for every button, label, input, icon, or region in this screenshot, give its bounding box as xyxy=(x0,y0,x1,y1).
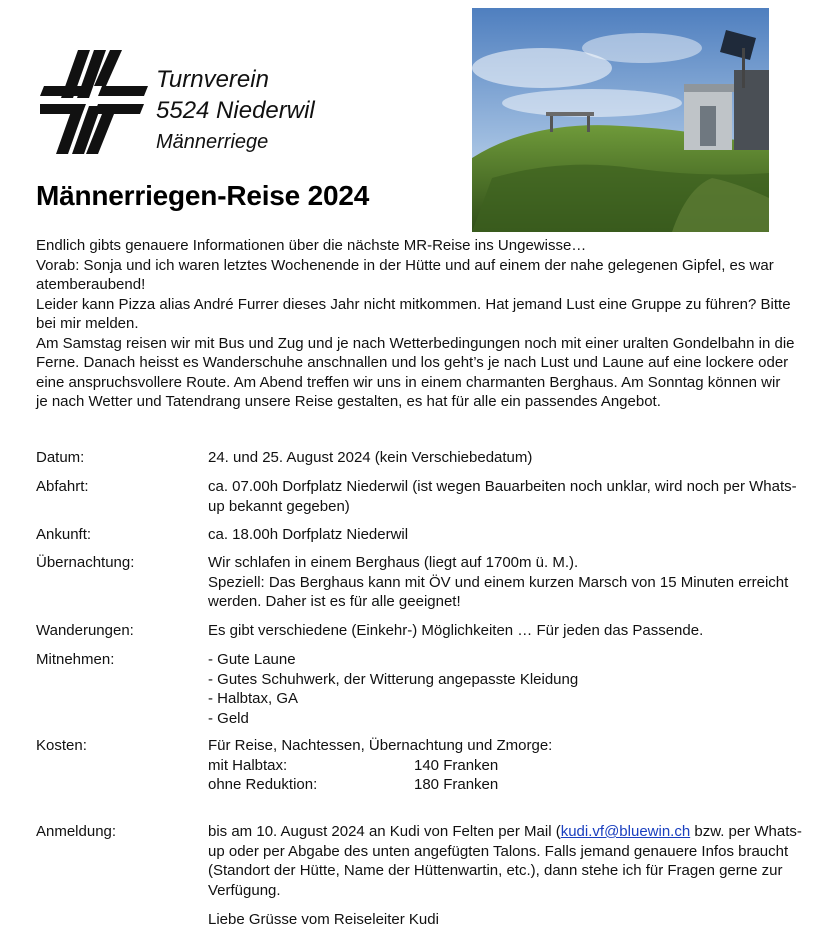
list-item: - Geld xyxy=(208,709,249,727)
club-name: Turnverein xyxy=(156,66,269,93)
cost-amount: 140 Franken xyxy=(414,756,499,774)
list-item: - Gute Laune xyxy=(208,651,296,668)
cost-label: mit Halbtax: xyxy=(208,756,288,774)
intro-text xyxy=(36,236,796,412)
registration-text-start: bis am 10. August 2024 an Kudi von Felten per Mail ( xyxy=(208,823,561,840)
detail-value xyxy=(208,553,806,612)
list-item: - Gutes Schuhwerk, der Witterung angepasste Kleidung xyxy=(208,670,579,688)
detail-value: ca. 07.00h Dorfplatz Niederwil (ist wegen Bauarbeiten noch unklar, wird noch per Whats-up bekannt gegeben) xyxy=(208,478,797,515)
detail-value: Es gibt verschiedene (Einkehr-) Möglichkeiten … Für jeden das Passende. xyxy=(208,622,704,639)
turnverein-cross-icon xyxy=(40,48,148,156)
detail-value-line: Speziell: Das Berghaus kann mit ÖV und einem kurzen Marsch von 15 Minuten erreicht werden. Daher ist es für alle geeignet! xyxy=(208,573,789,610)
detail-label: Anmeldung: xyxy=(36,823,117,840)
detail-label: Kosten: xyxy=(36,737,87,754)
detail-value-line: Wir schlafen in einem Berghaus (liegt auf 1700m ü. M.). xyxy=(208,554,579,571)
detail-label: Datum: xyxy=(36,449,85,466)
intro-paragraph: Leider kann Pizza alias André Furrer dieses Jahr nicht mitkommen. Hat jemand Lust eine Gruppe zu führen? Bitte bei mir melden. xyxy=(36,295,791,332)
cost-line-ohne xyxy=(208,775,806,795)
cost-label: ohne Reduktion: xyxy=(208,776,318,793)
club-location: 5524 Niederwil xyxy=(156,97,315,124)
detail-label: Mitnehmen: xyxy=(36,651,115,668)
greeting: Liebe Grüsse vom Reiseleiter Kudi xyxy=(208,911,439,928)
registration-text-end: bzw. per Whats-up oder per Abgabe des unten angefügten Talons. Falls jemand genauere Infos braucht (Standort der Hütte, Name der Hüttenwartin, etc.), dann stehe ich für Fragen gerne zur Verfügung. xyxy=(208,823,802,899)
mountain-hut-photo xyxy=(472,8,769,232)
club-section: Männerriege xyxy=(156,131,269,153)
detail-value xyxy=(208,650,806,728)
detail-label: Wanderungen: xyxy=(36,622,134,639)
registration-text xyxy=(208,822,806,900)
intro-paragraph: Vorab: Sonja und ich waren letztes Wochenende in der Hütte und auf einem der nahe gelegenen Gipfel, es war atemberaubend! xyxy=(36,256,774,293)
detail-label: Ankunft: xyxy=(36,526,92,543)
detail-value xyxy=(208,822,806,930)
list-item: - Halbtax, GA xyxy=(208,690,299,707)
detail-label: Abfahrt: xyxy=(36,478,89,495)
detail-value: 24. und 25. August 2024 (kein Verschiebedatum) xyxy=(208,449,533,466)
cost-line-halbtax xyxy=(208,756,806,776)
cost-amount: 180 Franken xyxy=(414,776,499,793)
intro-paragraph: Endlich gibts genauere Informationen über die nächste MR-Reise ins Ungewisse… xyxy=(36,237,587,254)
email-link[interactable]: kudi.vf@bluewin.ch xyxy=(560,823,691,840)
page-title: Männerriegen-Reise 2024 xyxy=(36,180,370,211)
cost-intro: Für Reise, Nachtessen, Übernachtung und Zmorge: xyxy=(208,737,553,754)
intro-paragraph: Am Samstag reisen wir mit Bus und Zug und je nach Wetterbedingungen noch mit einer uralten Gondelbahn in die Ferne. Danach heisst es Wanderschuhe anschnallen und los geht’s je nach Lust und Laune auf eine lockere oder eine anspruchsvollere Route. Am Abend treffen wir uns in einem charmanten Berghaus. Am Sonntag können wir je nach Wetter und Tatendrang unsere Reise gestalten, es hat für alle ein passendes Angebot. xyxy=(36,334,795,410)
detail-label: Übernachtung: xyxy=(36,554,135,571)
detail-value xyxy=(208,736,806,795)
detail-value: ca. 18.00h Dorfplatz Niederwil xyxy=(208,526,409,543)
